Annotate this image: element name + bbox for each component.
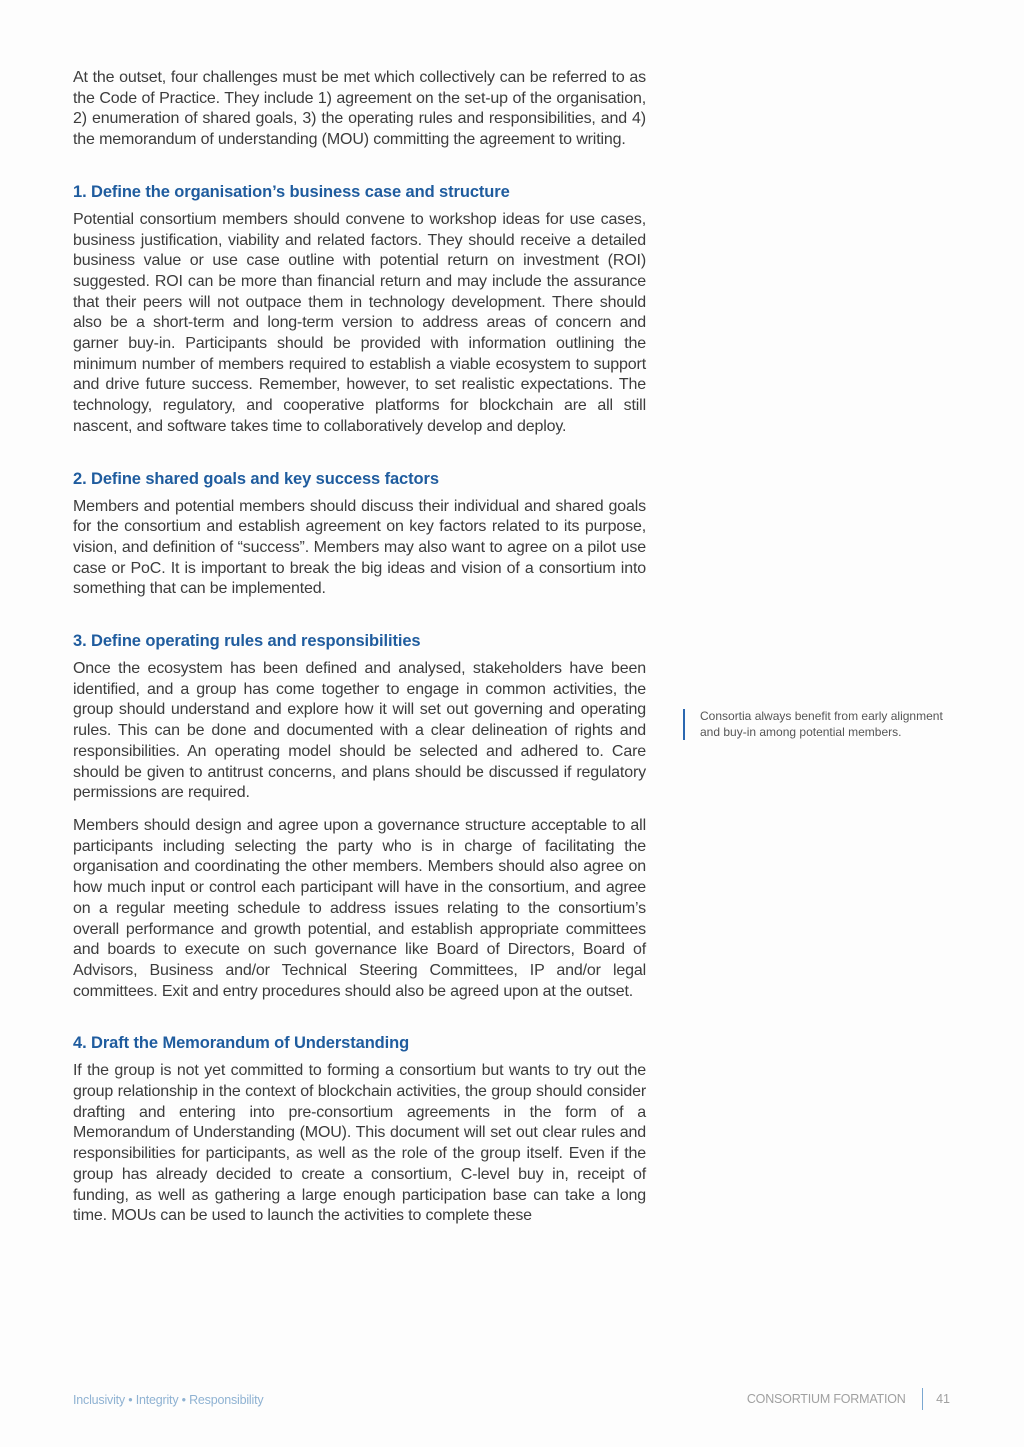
section-heading: 3. Define operating rules and responsibilities: [73, 632, 421, 651]
section-operating-rules: [73, 630, 646, 1002]
page-number: 41: [936, 1392, 950, 1406]
section-heading: 2. Define shared goals and key success factors: [73, 469, 439, 488]
footer-section-name: CONSORTIUM FORMATION: [746, 1392, 906, 1406]
footer-page-info: [747, 1388, 950, 1410]
section-paragraph: Once the ecosystem has been defined and analysed, stakeholders have been identified, and a group has come together to engage in common activities, the group should understand and explore how it will set out governing and operating rules. This can be done and documented with a clear delineation of rights and responsibilities. An operating model should be selected and adhered to. Care should be given to antitrust concerns, and plans should be discussed if regulatory permissions are required.: [73, 660, 646, 802]
section-memorandum: [73, 1032, 646, 1227]
section-paragraph: Members should design and agree upon a governance structure acceptable to all participants including selecting the party who is in charge of facilitating the organisation and coordinating the other members. Members should also agree on how much input or control each participant will have in the consortium, and agree on a regular meeting schedule to address issues relating to the consortium’s overall performance and growth potential, and establish appropriate committees and boards to execute on such governance like Board of Directors, Board of Advisors, Business and/or Technical Steering Committees, IP and/or legal committees. Exit and entry procedures should also be agreed upon at the outset.: [73, 816, 646, 1000]
section-paragraph: Potential consortium members should convene to workshop ideas for use cases, business justification, viability and related factors. They should receive a detailed business value or use case outline with potential return on investment (ROI) suggested. ROI can be more than financial return and may include the assurance that their peers will not outpace them in technology development. There should also be a short-term and long-term version to address areas of concern and garner buy-in. Participants should be provided with information outlining the minimum number of members required to establish a viable ecosystem to support and drive future success. Remember, however, to set realistic expectations. The technology, regulatory, and cooperative platforms for blockchain are all still nascent, and software takes time to collaboratively develop and deploy.: [73, 210, 646, 435]
section-business-case: [73, 181, 646, 438]
section-heading: 1. Define the organisation’s business case and structure: [73, 182, 510, 201]
section-paragraph: Members and potential members should discuss their individual and shared goals for the consortium and establish agreement on key factors related to its purpose, vision, and definition of “success”. Members may also want to agree on a pilot use case or PoC. It is important to break the big ideas and vision of a consortium into something that can be implemented.: [73, 497, 646, 598]
footer-divider: [922, 1388, 924, 1410]
section-heading: 4. Draft the Memorandum of Understanding: [73, 1034, 410, 1053]
pullquote-sidebar: Consortia always benefit from early alignment and buy-in among potential members.: [683, 709, 950, 740]
section-paragraph: If the group is not yet committed to forming a consortium but wants to try out the group relationship in the context of blockchain activities, the group should consider drafting and entering into pre-consortium agreements in the form of a Memorandum of Understanding (MOU). This document will set out clear rules and responsibilities for participants, as well as the role of the group itself. Even if the group has already decided to create a consortium, C-level buy in, receipt of funding, as well as gathering a large enough participation base can take a long time. MOUs can be used to launch the activities to complete these: [73, 1062, 646, 1225]
footer-tagline: Inclusivity • Integrity • Responsibility: [73, 1393, 264, 1407]
main-column: [73, 68, 646, 1227]
section-shared-goals: [73, 468, 646, 601]
intro-paragraph: At the outset, four challenges must be met which collectively can be referred to as the Code of Practice. They include 1) agreement on the set-up of the organisation, 2) enumeration of shared goals, 3) the operating rules and responsibilities, and 4) the memorandum of understanding (MOU) committing the agreement to writing.: [73, 69, 646, 149]
